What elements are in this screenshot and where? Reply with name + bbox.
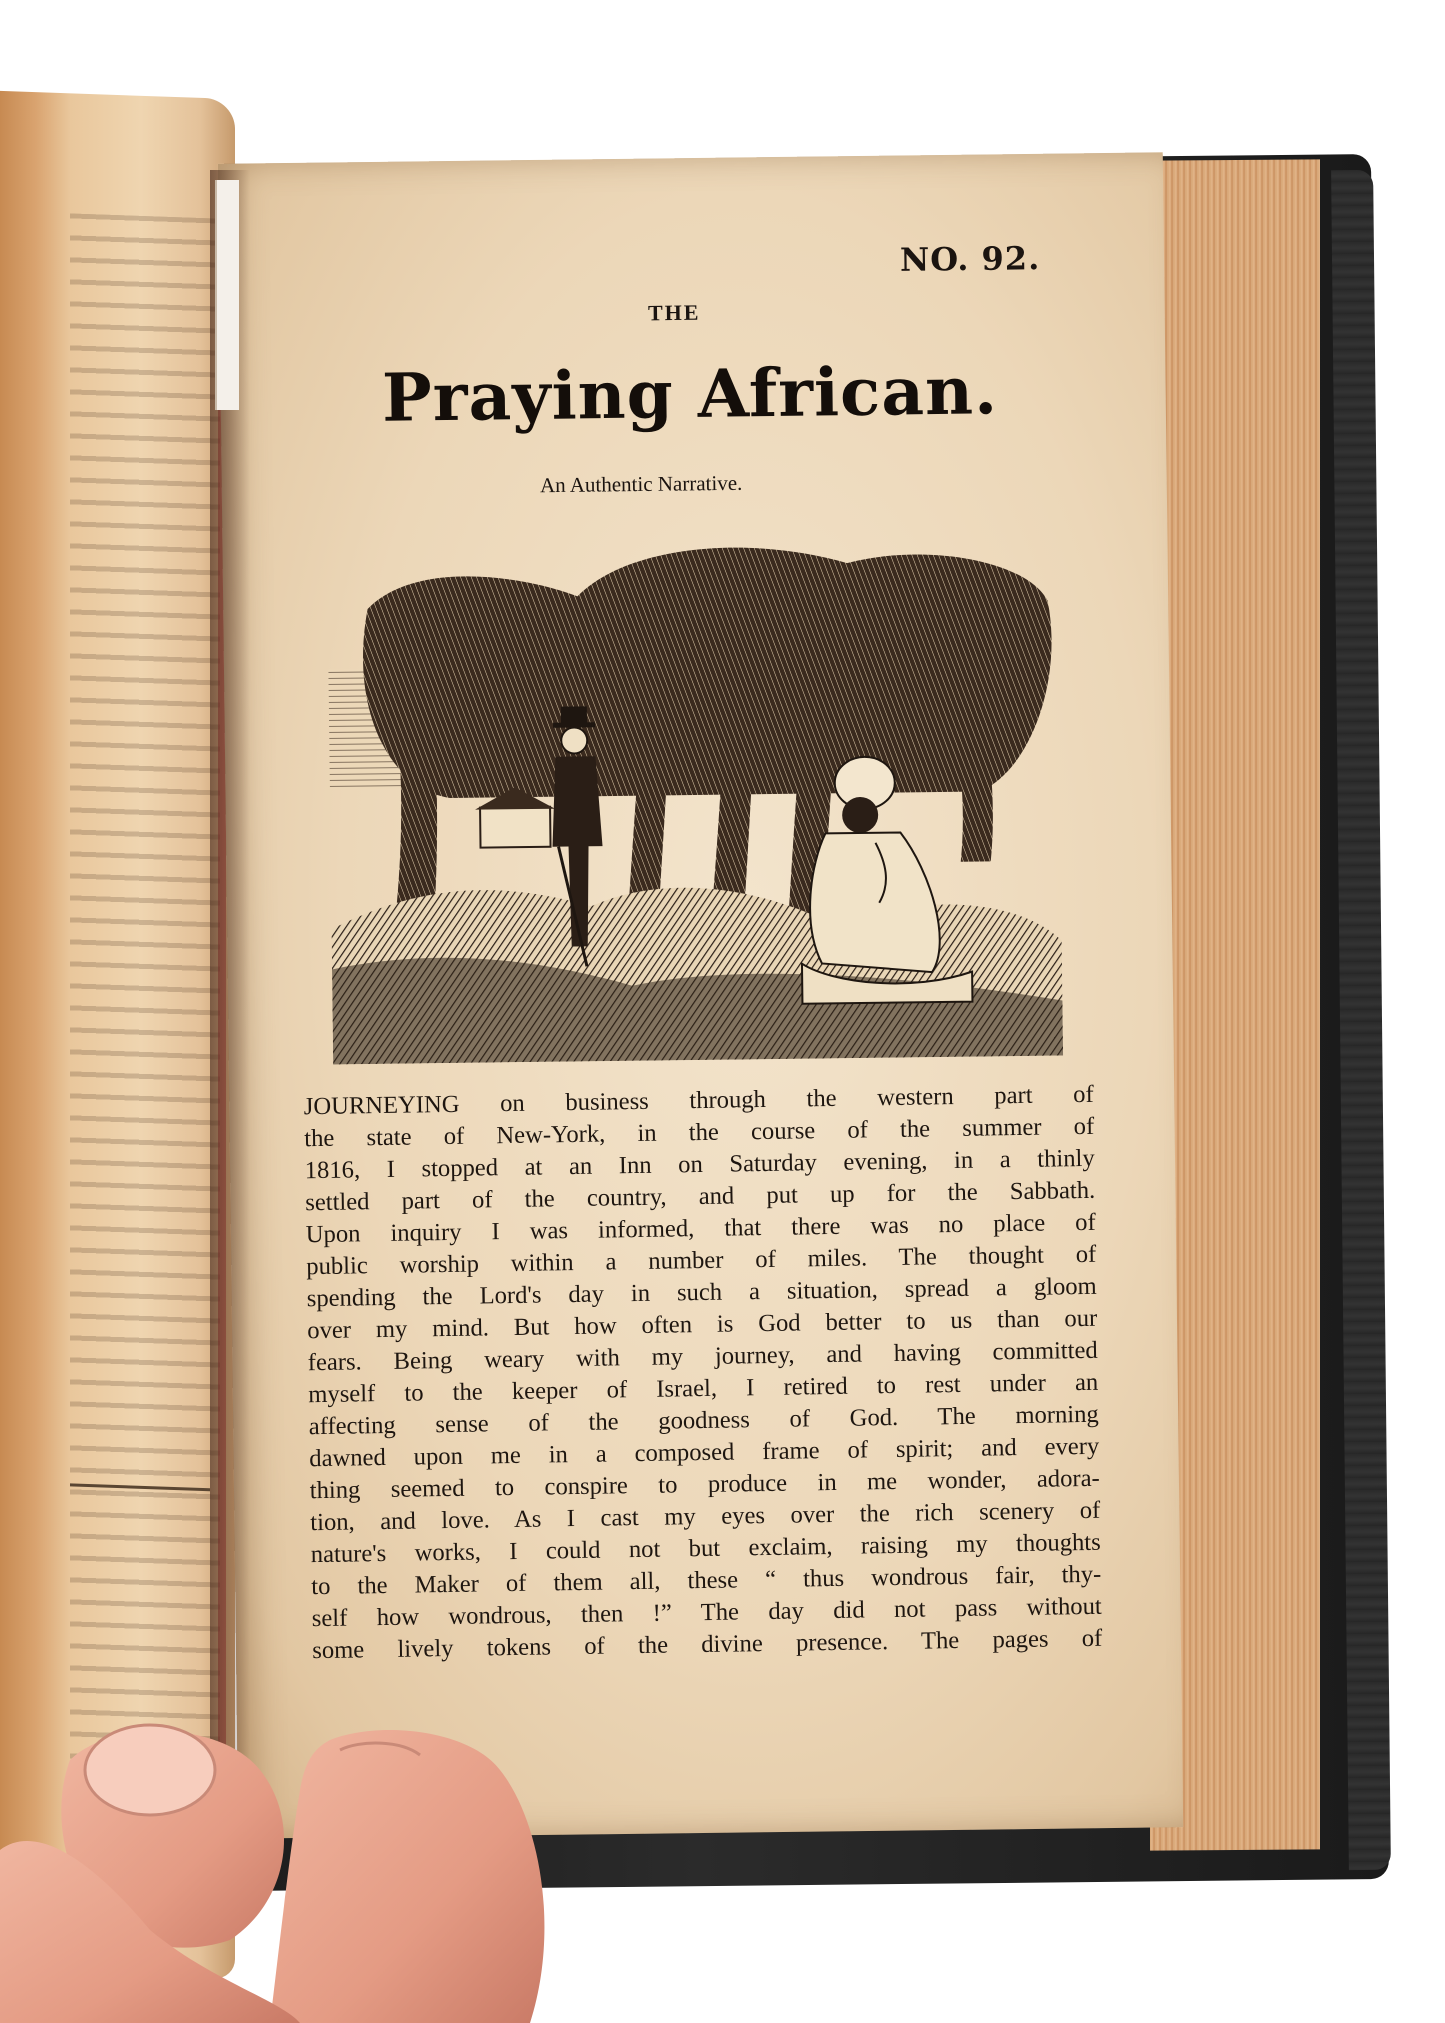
- body-line: nature's works, I could not but exclaim, raising my thoughts: [310, 1528, 1101, 1569]
- body-line: fears. Being weary with my journey, and having committed: [307, 1336, 1098, 1377]
- gutter-shadow: [210, 170, 250, 1830]
- left-page: [0, 91, 235, 1979]
- body-line: thing seemed to conspire to produce in me wonder, adora-: [309, 1464, 1100, 1505]
- body-line: JOURNEYING on business through the western part of: [303, 1080, 1094, 1121]
- body-line: to the Maker of them all, these “ thus wondrous fair, thy-: [311, 1560, 1102, 1601]
- body-line: public worship within a number of miles. The thought of: [306, 1240, 1097, 1281]
- title-prefix: THE: [647, 299, 701, 326]
- body-line: tion, and love. As I cast my eyes over the rich scenery of: [310, 1496, 1101, 1537]
- body-line: some lively tokens of the divine presence. The pages of: [312, 1624, 1103, 1665]
- subtitle: An Authentic Narrative.: [539, 470, 743, 498]
- body-line: dawned upon me in a composed frame of spirit; and every: [309, 1432, 1100, 1473]
- hand-holding-book-icon: [0, 1700, 620, 2023]
- issue-number: NO. 92.: [899, 239, 1041, 279]
- paper-strip: [215, 180, 239, 410]
- body-line: myself to the keeper of Israel, I retired to rest under an: [308, 1368, 1099, 1409]
- body-line: 1816, I stopped at an Inn on Saturday evening, in a thinly: [304, 1144, 1095, 1185]
- body-line: settled part of the country, and put up for the Sabbath.: [305, 1176, 1096, 1217]
- narrative-body: [304, 1079, 1103, 1667]
- body-line: affecting sense of the goodness of God. The morning: [308, 1400, 1099, 1441]
- body-line: self how wondrous, then !” The day did not pass without: [311, 1592, 1102, 1633]
- body-line: over my mind. But how often is God better to us than our: [307, 1304, 1098, 1345]
- body-line: Upon inquiry I was informed, that there was no place of: [305, 1208, 1096, 1249]
- body-line: the state of New-York, in the course of the summer of: [304, 1112, 1095, 1153]
- left-page-text-lines: [70, 213, 220, 1868]
- body-line: spending the Lord's day in such a situation, spread a gloom: [306, 1272, 1097, 1313]
- woodcut-illustration-icon: [327, 541, 1063, 1065]
- page-title: Praying African.: [381, 351, 999, 437]
